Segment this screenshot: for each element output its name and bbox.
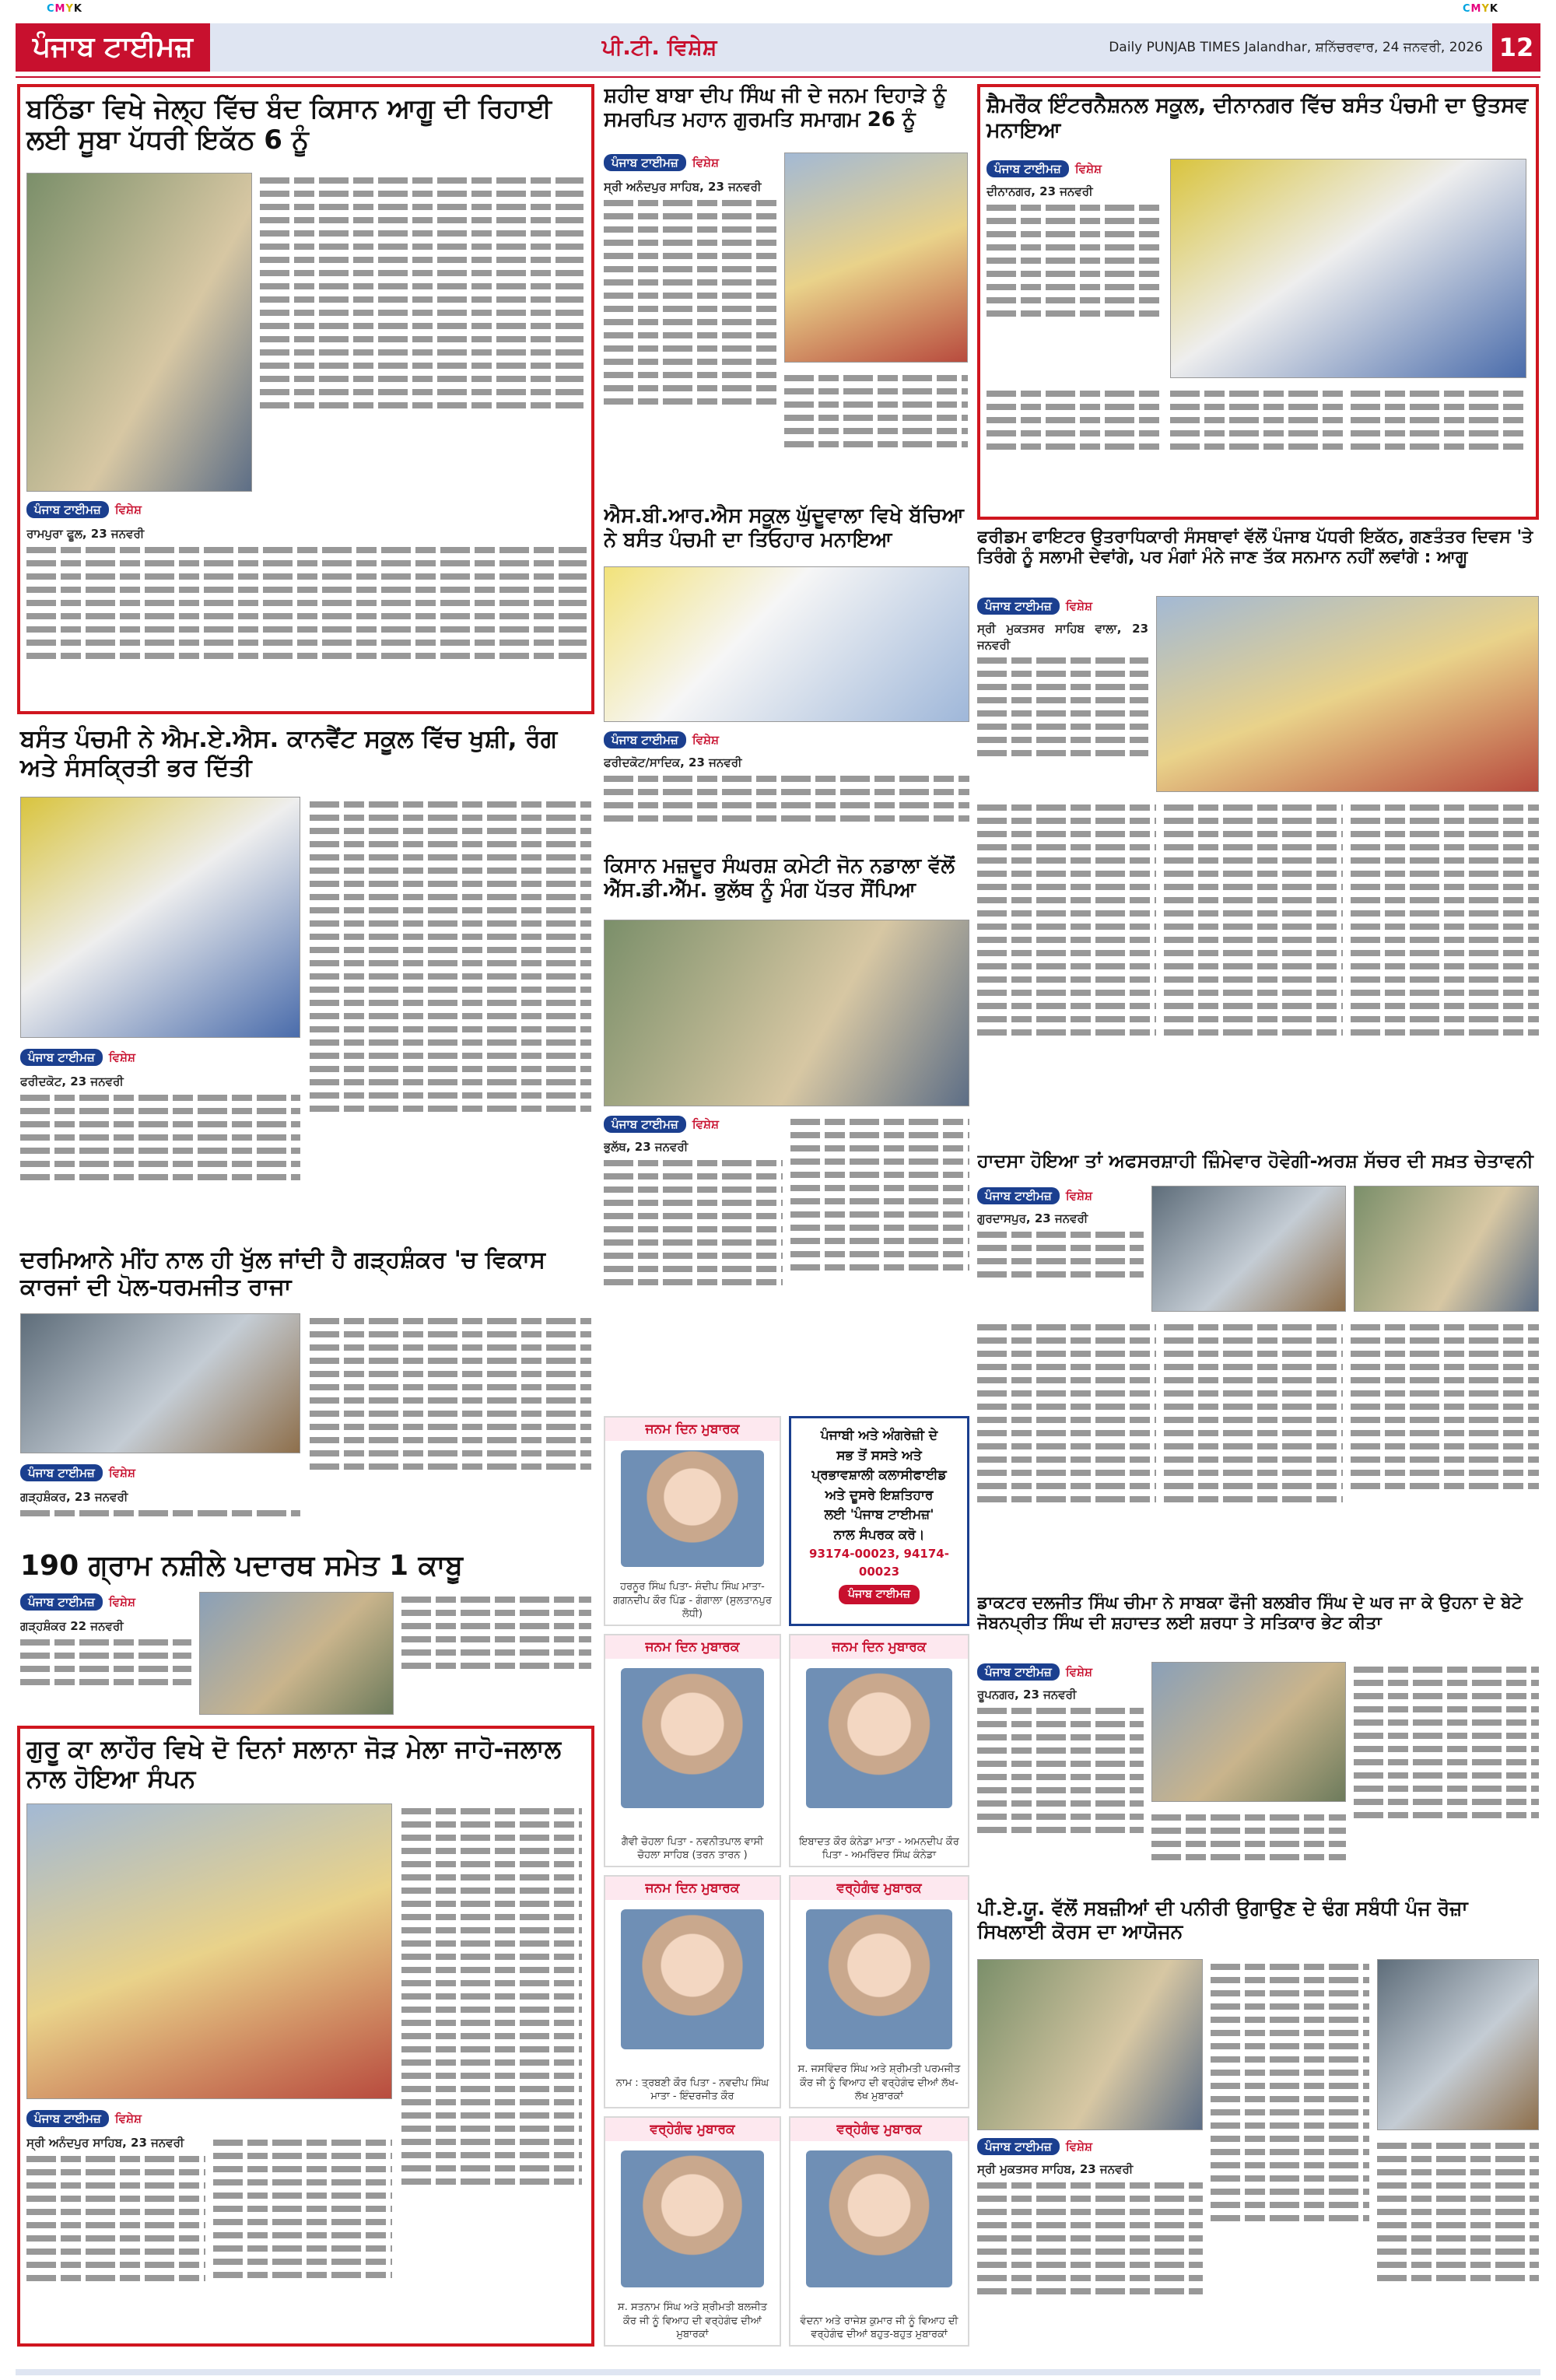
article-body-right (310, 797, 591, 1229)
birthday-card (604, 1634, 781, 1867)
byline (987, 159, 1102, 179)
birthday-card (604, 1416, 781, 1626)
byline (977, 1186, 1092, 1206)
byline-special: ਵਿਸ਼ੇਸ਼ (1065, 599, 1093, 613)
article-shamrock (977, 84, 1539, 520)
byline (20, 1463, 135, 1483)
article-body-4 (1351, 800, 1539, 1139)
article-headline: ਕਿਸਾਨ ਮਜ਼ਦੂਰ ਸੰਘਰਸ਼ ਕਮੇਟੀ ਜੋਨ ਨਡਾਲਾ ਵੱਲੋਂ ਐੱਸ.ਡੀ.ਐੱਮ. ਭੁਲੱਥ ਨੂੰ ਮੰਗ ਪੱਤਰ ਸੌਂਪਿਆ (604, 854, 955, 902)
byline (604, 1114, 719, 1134)
byline-tag: ਪੰਜਾਬ ਟਾਈਮਜ਼ (20, 1464, 103, 1481)
section-title: ਪੀ.ਟੀ. ਵਿਸ਼ੇਸ਼ (601, 34, 717, 60)
article-body (20, 1618, 191, 1715)
article-body (26, 2135, 205, 2334)
anniversary-photo (621, 2150, 764, 2287)
ad-line: ਪ੍ਰਭਾਵਸ਼ਾਲੀ ਕਲਾਸੀਫਾਈਡ (811, 1467, 947, 1483)
article-body-right (401, 1592, 591, 1715)
byline-tag: ਪੰਜਾਬ ਟਾਈਮਜ਼ (977, 1187, 1060, 1204)
byline-special: ਵਿਸ਼ੇਸ਼ (692, 156, 720, 170)
article-headline: ਫਰੀਡਮ ਫਾਇਟਰ ਉਤਰਾਧਿਕਾਰੀ ਸੰਸਥਾਵਾਂ ਵੱਲੋਂ ਪੰਜਾਬ ਪੱਧਰੀ ਇਕੱਠ, ਗਣਤੰਤਰ ਦਿਵਸ 'ਤੇ ਤਿਰੰਗੇ ਨੂੰ ਸਲਾਮੀ ਦੇਵਾਂਗੇ, ਪਰ ਮੰਗਾਂ ਮੰਨੇ ਜਾਣ ਤੱਕ ਸਨਮਾਨ ਨਹੀਂ ਲਵਾਂਗੇ : ਆਗੂ (977, 528, 1533, 567)
byline (26, 499, 142, 520)
article-headline: ਡਾਕਟਰ ਦਲਜੀਤ ਸਿੰਘ ਚੀਮਾ ਨੇ ਸਾਬਕਾ ਫੌਜੀ ਬਲਬੀਰ ਸਿੰਘ ਦੇ ਘਰ ਜਾ ਕੇ ਉਹਨਾ ਦੇ ਬੇਟੇ ਜੋਬਨਪ੍ਰੀਤ ਸਿੰਘ ਦੀ ਸ਼ਹਾਦਤ ਲਈ ਸ਼ਰਧਾ ਤੇ ਸਤਿਕਾਰ ਭੇਟ ਕੀਤਾ (977, 1593, 1523, 1633)
byline-special: ਵਿਸ਼ੇਸ਼ (1065, 2140, 1093, 2154)
birthday-title: ਜਨਮ ਦਿਨ ਮੁਬਾਰਕ (605, 1418, 780, 1441)
photo-protest (26, 173, 252, 492)
anniversary-card (789, 1875, 969, 2108)
anniversary-caption: ਸ. ਸਤਨਾਮ ਸਿੰਘ ਅਤੇ ਸ਼੍ਰੀਮਤੀ ਬਲਜੀਤ ਕੌਰ ਜੀ ਨੂੰ ਵਿਆਹ ਦੀ ਵਰ੍ਹੇਗੰਢ ਦੀਆਂ ਮੁਬਾਰਕਾਂ (618, 2301, 767, 2341)
byline-special: ਵਿਸ਼ੇਸ਼ (1065, 1665, 1093, 1679)
byline-tag: ਪੰਜਾਬ ਟਾਈਮਜ਼ (26, 501, 109, 518)
photo-portrait (784, 152, 968, 363)
article-body (977, 1687, 1144, 1886)
article-body-right (401, 1803, 582, 2334)
article-body-2 (1151, 1810, 1346, 1886)
byline (20, 1592, 135, 1612)
byline-tag: ਪੰਜਾਬ ਟਾਈਮਜ਼ (977, 2138, 1060, 2155)
anniversary-photo (806, 1909, 952, 2049)
ad-line: ਪੰਜਾਬੀ ਅਤੇ ਅੰਗਰੇਜ਼ੀ ਦੇ (820, 1428, 938, 1443)
byline-special: ਵਿਸ਼ੇਸ਼ (692, 733, 720, 747)
birthday-card (604, 1875, 781, 2108)
article-body-3 (1164, 800, 1343, 1139)
article-dateline: ਭੁਲੱਥ, 23 ਜਨਵਰੀ (604, 1140, 689, 1154)
birthday-title: ਜਨਮ ਦਿਨ ਮੁਬਾਰਕ (605, 1635, 780, 1659)
byline-special: ਵਿਸ਼ੇਸ਼ (692, 1117, 720, 1131)
byline-tag: ਪੰਜਾਬ ਟਾਈਮਜ਼ (26, 2110, 109, 2127)
cmyk-marks-left: CMYK (47, 3, 82, 15)
photo-family-visit (1151, 1662, 1346, 1802)
anniversary-title: ਵਰ੍ਹੇਗੰਢ ਮੁਬਾਰਕ (790, 2118, 968, 2141)
article-body-2 (977, 1320, 1156, 1583)
photo-flooded-street (20, 1313, 300, 1453)
article-body (977, 621, 1148, 792)
byline-tag: ਪੰਜਾਬ ਟਾਈਮਜ਼ (977, 1663, 1060, 1681)
birthday-photo (806, 1668, 952, 1808)
byline (977, 2136, 1092, 2157)
byline (26, 2108, 142, 2129)
byline (604, 152, 719, 173)
birthday-caption: ਗੈਵੀ ਚੋਹਲਾ ਪਿਤਾ - ਨਵਨੀਤਪਾਲ ਵਾਸੀ ਚੋਹਲਾ ਸਾਹਿਬ (ਤਰਨ ਤਾਰਨ ) (621, 1835, 764, 1862)
byline (977, 596, 1092, 616)
article-dateline: ਗੜ੍ਹਸ਼ੰਕਰ 22 ਜਨਵਰੀ (20, 1619, 124, 1633)
article-headline: ਪੀ.ਏ.ਯੂ. ਵੱਲੋਂ ਸਬਜ਼ੀਆਂ ਦੀ ਪਨੀਰੀ ਉਗਾਉਣ ਦੇ ਢੰਗ ਸਬੰਧੀ ਪੰਜ ਰੋਜ਼ਾ ਸਿਖਲਾਈ ਕੋਰਸ ਦਾ ਆਯੋਜਨ (977, 1897, 1468, 1943)
article-body-2 (987, 386, 1162, 504)
article-body (604, 1139, 783, 1349)
article-headline: ਐਸ.ਬੀ.ਆਰ.ਐਸ ਸਕੂਲ ਘੁੱਦੂਵਾਲਾ ਵਿਖੇ ਬੱਚਿਆ ਨੇ ਬਸੰਤ ਪੰਚਮੀ ਦਾ ਤਿਓਹਾਰ ਮਨਾਇਆ (604, 504, 964, 552)
byline-special: ਵਿਸ਼ੇਸ਼ (108, 1466, 136, 1480)
byline-special: ਵਿਸ਼ੇਸ਼ (108, 1595, 136, 1609)
article-dateline: ਗੁਰਦਾਸਪੁਰ, 23 ਜਨਵਰੀ (977, 1211, 1088, 1225)
birthday-caption: ਇਬਾਦਤ ਕੌਰ ਕੰਨੇਡਾ ਮਾਤਾ - ਅਮਨਦੀਪ ਕੌਰ ਪਿਤਾ - ਅਮਰਿੰਦਰ ਸਿੰਘ ਕੰਨੇਡਾ (799, 1835, 959, 1862)
anniversary-card (604, 2116, 781, 2347)
byline-special: ਵਿਸ਼ੇਸ਼ (1065, 1189, 1093, 1203)
byline (604, 730, 719, 750)
article-body-3 (1377, 2138, 1539, 2343)
byline-special: ਵਿਸ਼ੇਸ਼ (108, 1050, 136, 1064)
birthday-title: ਜਨਮ ਦਿਨ ਮੁਬਾਰਕ (605, 1877, 780, 1900)
anniversary-card (789, 2116, 969, 2347)
article-headline: ਸ਼ੈਮਰੌਕ ਇੰਟਰਨੈਸ਼ਨਲ ਸਕੂਲ, ਦੀਨਾਨਗਰ ਵਿੱਚ ਬਸੰਤ ਪੰਚਮੀ ਦਾ ਉਤਸਵ ਮਨਾਇਆ (987, 93, 1529, 142)
byline-special: ਵਿਸ਼ੇਸ਼ (1074, 162, 1102, 176)
article-body-3 (1170, 386, 1343, 504)
cmyk-marks-right: CMYK (1463, 3, 1498, 15)
byline-special: ਵਿਸ਼ੇਸ਼ (114, 503, 142, 517)
masthead-rule (16, 76, 1540, 78)
ad-phone: 93174-00023, 94174-00023 (809, 1547, 949, 1579)
article-headline: ਹਾਦਸਾ ਹੋਇਆ ਤਾਂ ਅਫਸਰਸ਼ਾਹੀ ਜ਼ਿੰਮੇਵਾਰ ਹੋਵੇਗੀ-ਅਰਸ਼ ਸੱਚਰ ਦੀ ਸਖ਼ਤ ਚੇਤਾਵਨੀ (977, 1150, 1533, 1172)
anniversary-photo (806, 2150, 952, 2287)
article-dateline: ਸ੍ਰੀ ਅਨੰਦਪੁਰ ਸਾਹਿਬ, 23 ਜਨਵਰੀ (26, 2136, 184, 2150)
classified-ad (789, 1416, 969, 1626)
footer-strip (16, 2369, 1540, 2375)
article-body-right (310, 1313, 591, 1536)
article-body (987, 184, 1162, 378)
byline-tag: ਪੰਜਾਬ ਟਾਈਮਜ਼ (604, 154, 686, 171)
article-body (977, 1211, 1144, 1312)
byline-tag: ਪੰਜਾਬ ਟਾਈਮਜ਼ (604, 731, 686, 748)
birthday-photo (621, 1909, 764, 2049)
birthday-caption: ਨਾਮ : ਤ੍ਰਬਣੀ ਕੌਰ ਪਿਤਾ - ਨਵਦੀਪ ਸਿੰਘ ਮਾਤਾ - ਇੰਦਰਜੀਤ ਕੌਰ (615, 2077, 769, 2103)
byline-tag: ਪੰਜਾਬ ਟਾਈਮਜ਼ (604, 1116, 686, 1133)
article-body-lower (26, 526, 587, 703)
article-kisan-committee (604, 854, 969, 1352)
article-sbrs-school (604, 504, 969, 846)
article-drugs (17, 1547, 594, 1718)
photo-kites (604, 566, 969, 722)
article-bathinda (17, 84, 594, 714)
photo-police-arrest (199, 1592, 394, 1715)
anniversary-caption: ਵੰਦਨਾ ਅਤੇ ਰਾਜੇਸ਼ ਕੁਮਾਰ ਜੀ ਨੂੰ ਵਿਆਹ ਦੀ ਵਰ੍ਹੇਗੰਢ ਦੀਆਂ ਬਹੁਤ-ਬਹੁਤ ਮੁਬਾਰਕਾਂ (800, 2315, 958, 2341)
ad-tag: ਪੰਜਾਬ ਟਾਈਮਜ਼ (839, 1585, 920, 1604)
photo-training-hall (1377, 1959, 1539, 2130)
article-headline: ਗੁਰੂ ਕਾ ਲਾਹੌਰ ਵਿਖੇ ਦੋ ਦਿਨਾਂ ਸਲਾਨਾ ਜੋੜ ਮੇਲਾ ਜਾਹੋ-ਜਲਾਲ ਨਾਲ ਹੋਇਆ ਸੰਪਨ (26, 1734, 562, 1793)
article-body-3 (1164, 1320, 1343, 1583)
byline-tag: ਪੰਜਾਬ ਟਾਈਮਜ਼ (977, 598, 1060, 615)
article-baba-deep-singh (604, 84, 969, 496)
photo-school-celebration (1170, 159, 1526, 378)
article-dateline: ਫਰੀਦਕੋਟ, 23 ਜਨਵਰੀ (20, 1074, 124, 1088)
article-dateline: ਰੂਪਨਗਰ, 23 ਜਨਵਰੀ (977, 1688, 1077, 1702)
ad-line: ਨਾਲ ਸੰਪਰਕ ਕਰੋ। (833, 1526, 925, 1543)
article-body-3 (1354, 1662, 1539, 1886)
article-headline: ਬਠਿੰਡਾ ਵਿਖੇ ਜੇਲ੍ਹ ਵਿੱਚ ਬੰਦ ਕਿਸਾਨ ਆਗੂ ਦੀ ਰਿਹਾਈ ਲਈ ਸੂਬਾ ਪੱਧਰੀ ਇਕੱਠ 6 ਨੂੰ (26, 93, 552, 156)
article-body-2 (1211, 1959, 1369, 2343)
article-dateline: ਦੀਨਾਨਗਰ, 23 ਜਨਵਰੀ (987, 184, 1093, 198)
birthday-photo (621, 1450, 764, 1567)
anniversary-caption: ਸ. ਜਸਵਿੰਦਰ ਸਿੰਘ ਅਤੇ ਸ਼੍ਰੀਮਤੀ ਪਰਮਜੀਤ ਕੌਰ ਜੀ ਨੂੰ ਵਿਆਹ ਦੀ ਵਰ੍ਹੇਗੰਢ ਦੀਆਂ ਲੱਖ-ਲੱਖ ਮੁਬਾਰਕਾਂ (797, 2063, 961, 2103)
article-body (977, 2161, 1203, 2343)
byline (20, 1047, 135, 1067)
birthday-title: ਜਨਮ ਦਿਨ ਮੁਬਾਰਕ (790, 1635, 968, 1659)
article-body-mid (213, 2135, 392, 2334)
page-number: 12 (1492, 23, 1540, 72)
birthday-card (789, 1634, 969, 1867)
photo-training-group (977, 1959, 1203, 2130)
article-body-4 (1351, 386, 1526, 504)
byline-tag: ਪੰਜਾਬ ਟਾਈਮਜ਼ (987, 160, 1069, 177)
masthead (16, 23, 1540, 72)
article-accident-warning (977, 1150, 1539, 1586)
anniversary-title: ਵਰ੍ਹੇਗੰਢ ਮੁਬਾਰਕ (790, 1877, 968, 1900)
article-body (20, 1489, 300, 1536)
birthday-photo (621, 1668, 764, 1808)
photo-memorandum (604, 920, 969, 1106)
article-headline: 190 ਗ੍ਰਾਮ ਨਸ਼ੀਲੇ ਪਦਾਰਥ ਸਮੇਤ 1 ਕਾਬੂ (20, 1550, 463, 1582)
article-dateline: ਰਾਮਪੁਰਾ ਫੂਲ, 23 ਜਨਵਰੀ (26, 527, 145, 541)
article-body-4 (1351, 1320, 1539, 1583)
ad-line: ਸਭ ਤੋਂ ਸਸਤੇ ਅਤੇ (836, 1447, 922, 1463)
article-body (260, 173, 584, 492)
anniversary-title: ਵਰ੍ਹੇਗੰਢ ਮੁਬਾਰਕ (605, 2118, 780, 2141)
article-body (20, 1074, 300, 1229)
article-headline: ਦਰਮਿਆਨੇ ਮੀਂਹ ਨਾਲ ਹੀ ਖੁੱਲ ਜਾਂਦੀ ਹੈ ਗੜ੍ਹਸ਼ੰਕਰ 'ਚ ਵਿਕਾਸ ਕਾਰਜਾਂ ਦੀ ਪੋਲ-ਧਰਮਜੀਤ ਰਾਜਾ (20, 1246, 545, 1302)
photo-road-1 (1151, 1186, 1346, 1312)
article-balbir-singh (977, 1593, 1539, 1889)
article-lahore (17, 1726, 594, 2347)
article-dateline: ਗੜ੍ਹਸ਼ੰਕਰ, 23 ਜਨਵਰੀ (20, 1490, 128, 1504)
article-rain (17, 1243, 594, 1539)
article-basant-mas (17, 722, 594, 1236)
article-body-right (790, 1114, 969, 1349)
newspaper-logo: ਪੰਜਾਬ ਟਾਈਮਜ਼ (16, 23, 210, 72)
ad-line: ਲਈ 'ਪੰਜਾਬ ਟਾਈਮਜ਼' (824, 1507, 934, 1523)
article-dateline: ਸ੍ਰੀ ਮੁਕਤਸਰ ਸਾਹਿਬ ਵਾਲਾ, 23 ਜਨਵਰੀ (977, 622, 1148, 652)
byline-tag: ਪੰਜਾਬ ਟਾਈਮਜ਼ (20, 1049, 103, 1066)
article-dateline: ਫਰੀਦਕੋਟ/ਸਾਦਿਕ, 23 ਜਨਵਰੀ (604, 755, 742, 769)
photo-meeting (1156, 596, 1539, 792)
byline (977, 1662, 1092, 1682)
photo-religious-gathering (26, 1803, 392, 2099)
article-headline: ਬਸੰਤ ਪੰਚਮੀ ਨੇ ਐਮ.ਏ.ਐਸ. ਕਾਨਵੈਂਟ ਸਕੂਲ ਵਿੱਚ ਖੁਸ਼ੀ, ਰੰਗ ਅਤੇ ਸੰਸਕ੍ਰਿਤੀ ਭਰ ਦਿੱਤੀ (20, 725, 558, 782)
byline-special: ਵਿਸ਼ੇਸ਼ (114, 2112, 142, 2126)
article-body (604, 179, 776, 490)
ad-line: ਅਤੇ ਦੂਸਰੇ ਇਸ਼ਤਿਹਾਰ (825, 1487, 934, 1503)
article-headline: ਸ਼ਹੀਦ ਬਾਬਾ ਦੀਪ ਸਿੰਘ ਜੀ ਦੇ ਜਨਮ ਦਿਹਾੜੇ ਨੂੰ ਸਮਰਪਿਤ ਮਹਾਨ ਗੁਰਮਤਿ ਸਮਾਗਮ 26 ਨੂੰ (604, 84, 947, 131)
dateline: Daily PUNJAB TIMES Jalandhar, ਸ਼ਨਿੱਚਰਵਾਰ, 24 ਜਨਵਰੀ, 2026 (1109, 40, 1483, 55)
article-body (604, 755, 969, 845)
photo-road-2 (1354, 1186, 1539, 1312)
article-freedom-fighters (977, 528, 1539, 1142)
article-pau-training (977, 1897, 1539, 2347)
photo-students-yellow (20, 797, 300, 1038)
article-dateline: ਸ੍ਰੀ ਅਨੰਦਪੁਰ ਸਾਹਿਬ, 23 ਜਨਵਰੀ (604, 180, 762, 194)
byline-tag: ਪੰਜਾਬ ਟਾਈਮਜ਼ (20, 1593, 103, 1611)
birthday-caption: ਹਰਨੂਰ ਸਿੰਘ ਪਿਤਾ- ਸੰਦੀਪ ਸਿੰਘ ਮਾਤਾ- ਗਗਨਦੀਪ ਕੌਰ ਪਿੰਡ - ਗੰਗਾਲਾ (ਸੁਲਤਾਨਪੁਰ ਲੋਧੀ) (613, 1581, 772, 1621)
article-body-2 (977, 800, 1156, 1139)
article-dateline: ਸ੍ਰੀ ਮੁਕਤਸਰ ਸਾਹਿਬ, 23 ਜਨਵਰੀ (977, 2162, 1134, 2176)
article-body-right (784, 370, 968, 490)
